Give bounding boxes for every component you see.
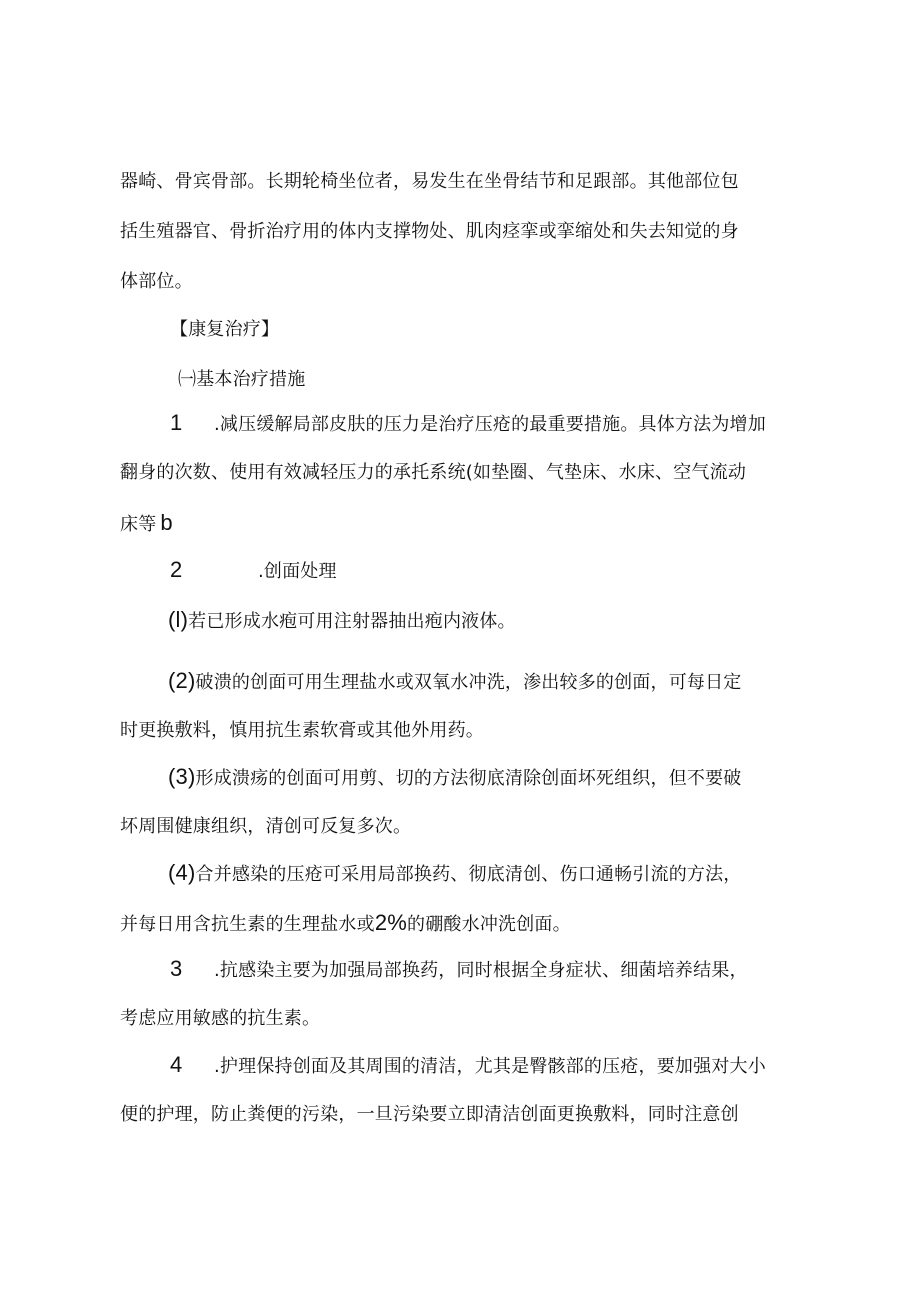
- item-number: 1: [170, 410, 183, 435]
- section-heading-text: 【康复治疗】: [170, 319, 280, 340]
- text-line: 便的护理，防止粪便的污染，一旦污染要立即清洁创面更换敷料，同时注意创: [120, 1104, 739, 1125]
- list-item-1: [120, 398, 812, 548]
- sub-item-text: 形成溃疡的创面可用剪、切的方法彻底清除创面坏死组织，但不要破: [195, 768, 742, 789]
- sub-item-marker: (3): [168, 764, 196, 789]
- item-number: 4: [170, 1052, 183, 1077]
- text-line: 坏周围健康组织，清创可反复多次。: [120, 816, 412, 837]
- text-line: 体部位。: [120, 271, 193, 292]
- list-item-3: [120, 944, 812, 1044]
- item-text: 床等: [120, 514, 157, 535]
- sub-item-text: 并每日用含抗生素的生理盐水或: [120, 914, 375, 935]
- text-line: [120, 545, 812, 595]
- text-line: 括生殖器官、骨折治疗用的体内支撑物处、肌肉痉挛或挛缩处和失去知觉的身: [120, 221, 739, 242]
- intro-paragraph: [120, 157, 812, 307]
- item-text: .减压缓解局部皮肤的压力是治疗压疮的最重要措施。具体方法为增加: [214, 414, 766, 435]
- text-line: [120, 944, 812, 994]
- text-line: 考虑应用敏感的抗生素。: [120, 1008, 321, 1029]
- sub-item-marker: (2): [168, 668, 196, 693]
- item-text: .创面处理: [258, 561, 337, 582]
- text-line: [120, 752, 812, 802]
- sub-item-1: [120, 595, 812, 645]
- item-text: .抗感染主要为加强局部换药，同时根据全身症状、细菌培养结果，: [214, 960, 748, 981]
- percent-value: 2%: [374, 910, 408, 935]
- sub-item-marker: (l): [168, 607, 189, 632]
- sub-item-2: [120, 656, 812, 756]
- section-heading: [170, 305, 570, 355]
- item-number: 2: [170, 557, 183, 582]
- text-line: 时更换敷料，慎用抗生素软膏或其他外用药。: [120, 720, 484, 741]
- text-line: [120, 398, 812, 448]
- sub-item-text: 破溃的创面可用生理盐水或双氧水冲洗，渗出较多的创面，可每日定: [195, 672, 742, 693]
- sub-item-text: 若已形成水疱可用注射器抽出疱内液体。: [188, 611, 516, 632]
- list-item-2: [120, 545, 812, 595]
- text-line: [120, 848, 812, 898]
- text-line: [120, 898, 812, 948]
- text-line: [120, 1040, 812, 1090]
- sub-item-text: 合并感染的压疮可采用局部换药、彻底清创、伤口通畅引流的方法，: [195, 864, 742, 885]
- text-line: [120, 656, 812, 706]
- sub-item-3: [120, 752, 812, 852]
- text-line: [120, 498, 812, 548]
- sub-item-marker: (4): [168, 860, 196, 885]
- item-number: 3: [170, 956, 183, 981]
- text-line: 器崎、骨宾骨部。长期轮椅坐位者，易发生在坐骨结节和足跟部。其他部位包: [120, 171, 739, 192]
- sub-item-text: 的硼酸水冲洗创面。: [407, 914, 571, 935]
- list-item-4: [120, 1040, 812, 1140]
- sub-item-4: [120, 848, 812, 948]
- text-line: 翻身的次数、使用有效减轻压力的承托系统(如垫圈、气垫床、水床、空气流动: [120, 462, 747, 483]
- subsection-heading-text: ㈠基本治疗措施: [178, 369, 306, 390]
- item-text: .护理保持创面及其周围的清洁，尤其是臀骸部的压疮，要加强对大小: [214, 1056, 766, 1077]
- item-tail: b: [160, 510, 173, 535]
- text-line: [120, 595, 812, 645]
